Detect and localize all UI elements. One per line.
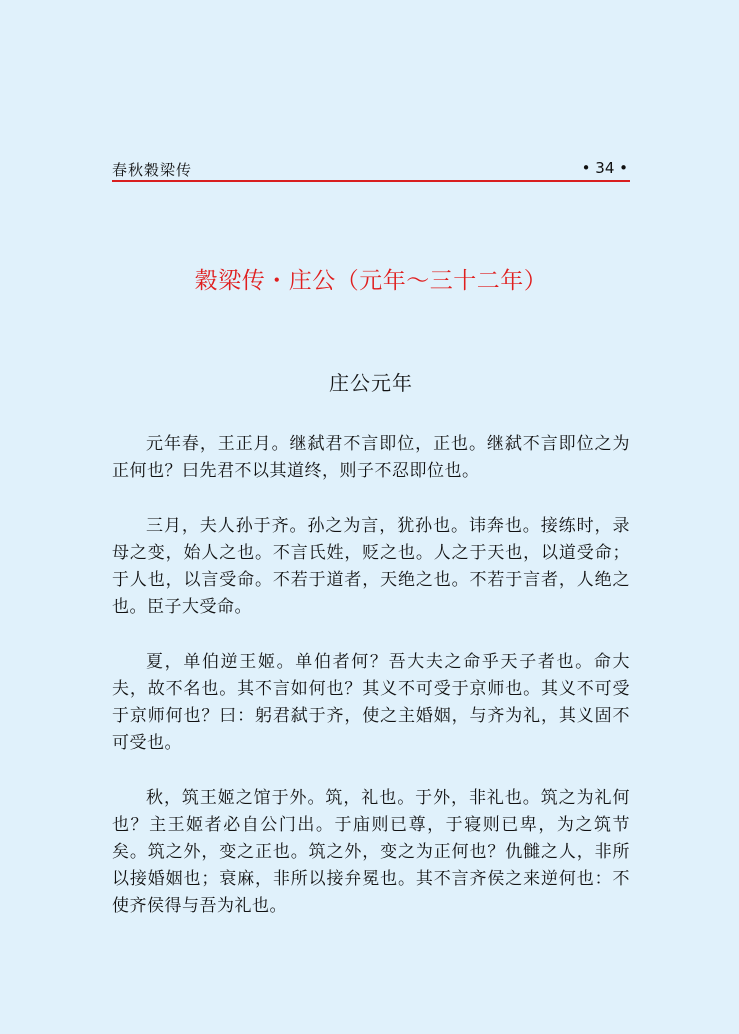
paragraph: 三月，夫人孙于齐。孙之为言，犹孙也。讳奔也。接练时，录母之变，始人之也。不言氏姓，贬之也。人之于天也，以道受命；于人也，以言受命。不若于道者，天绝之也。不若于言者，人绝之也。臣子大受命。	[112, 516, 630, 617]
book-title: 春秋穀梁传	[112, 161, 193, 179]
running-header	[112, 158, 630, 182]
paragraph: 元年春，王正月。继弑君不言即位，正也。继弑不言即位之为正何也？曰先君不以其道终，则子不忍即位也。	[112, 434, 630, 481]
paragraph: 夏，单伯逆王姬。单伯者何？吾大夫之命乎天子者也。命大夫，故不名也。其不言如何也？其义不可受于京师也。其义不可受于京师何也？曰：躬君弑于齐，使之主婚姻，与齐为礼，其义固不可受也。	[112, 652, 630, 753]
body-text	[112, 431, 630, 948]
section-title: 庄公元年	[329, 371, 413, 395]
paragraph: 秋，筑王姬之馆于外。筑，礼也。于外，非礼也。筑之为礼何也？主王姬者必自公门出。于庙则已尊，于寝则已卑，为之筑节矣。筑之外，变之正也。筑之外，变之为正何也？仇雠之人，非所以接婚姻也；衰麻，非所以接弁冕也。其不言齐侯之来逆何也：不使齐侯得与吾为礼也。	[112, 788, 630, 916]
page-number: • 34 •	[581, 159, 628, 177]
chapter-title: 穀梁传・庄公（元年～三十二年）	[194, 268, 548, 294]
